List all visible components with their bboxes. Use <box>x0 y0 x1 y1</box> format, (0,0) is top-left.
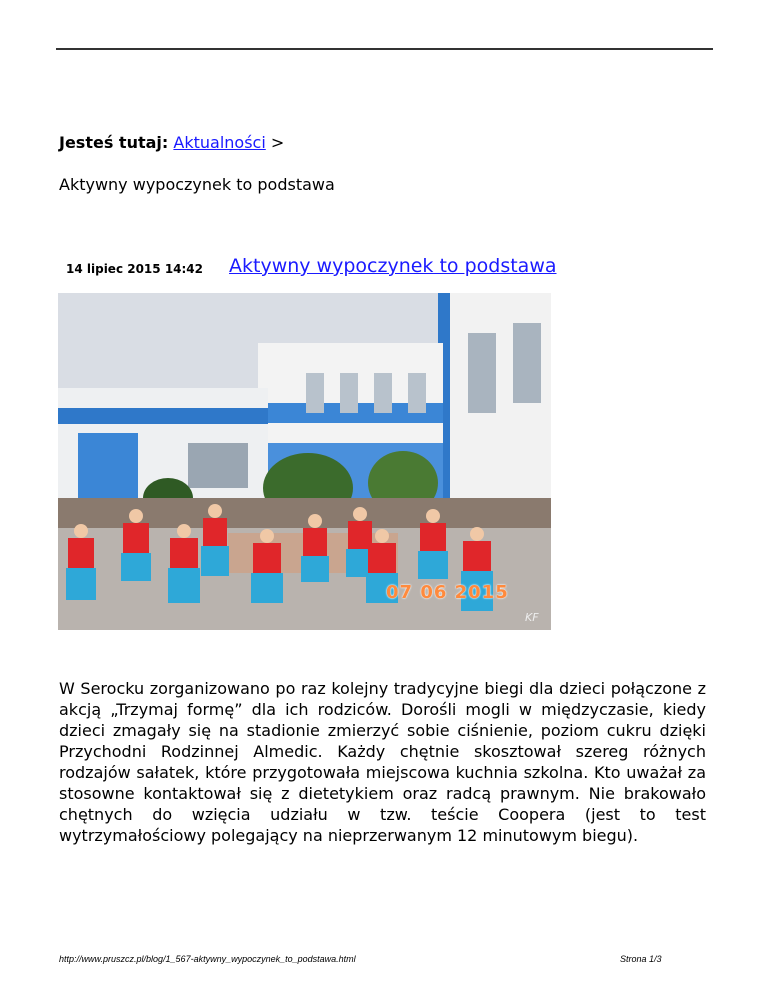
article-date: 14 lipiec 2015 14:42 <box>66 262 204 276</box>
footer-url: http://www.pruszcz.pl/blog/1_567-aktywny_wypoczynek_to_podstawa.html <box>59 954 356 964</box>
breadcrumb-link-aktualnosci[interactable]: Aktualności <box>173 133 266 152</box>
photo-watermark: KF <box>525 611 539 624</box>
photo-date-stamp: 07 06 2015 <box>386 582 509 603</box>
footer-page-number: Strona 1/3 <box>620 954 662 964</box>
breadcrumb <box>59 133 284 152</box>
top-divider <box>56 48 713 50</box>
page-title: Aktywny wypoczynek to podstawa <box>59 175 335 194</box>
breadcrumb-separator: > <box>270 133 285 152</box>
breadcrumb-prefix: Jesteś tutaj: <box>59 133 169 152</box>
article-body: W Serocku zorganizowano po raz kolejny tradycyjne biegi dla dzieci połączone z akcją „Trzymaj formę” dla ich rodziców. Dorośli mogli w międzyczasie, kiedy dzieci zmagały się na stadionie zmierzyć sobie ciśnienie, poziom cukru dzięki Przychodni Rodzinnej Almedic. Każdy chętnie skosztował szereg różnych rodzajów sałatek, które przygotowała miejscowa kuchnia szkolna. Kto uważał za stosowne kontaktował się z dietetykiem oraz radcą prawnym. Nie brakowało chętnych do wzięcia udziału w tzw. teście Coopera (jest to test wytrzymałościowy polegający na nieprzerwanym 12 minutowym biegu). <box>59 679 706 845</box>
article-title-link[interactable]: Aktywny wypoczynek to podstawa <box>229 255 557 277</box>
article-photo <box>58 293 551 630</box>
